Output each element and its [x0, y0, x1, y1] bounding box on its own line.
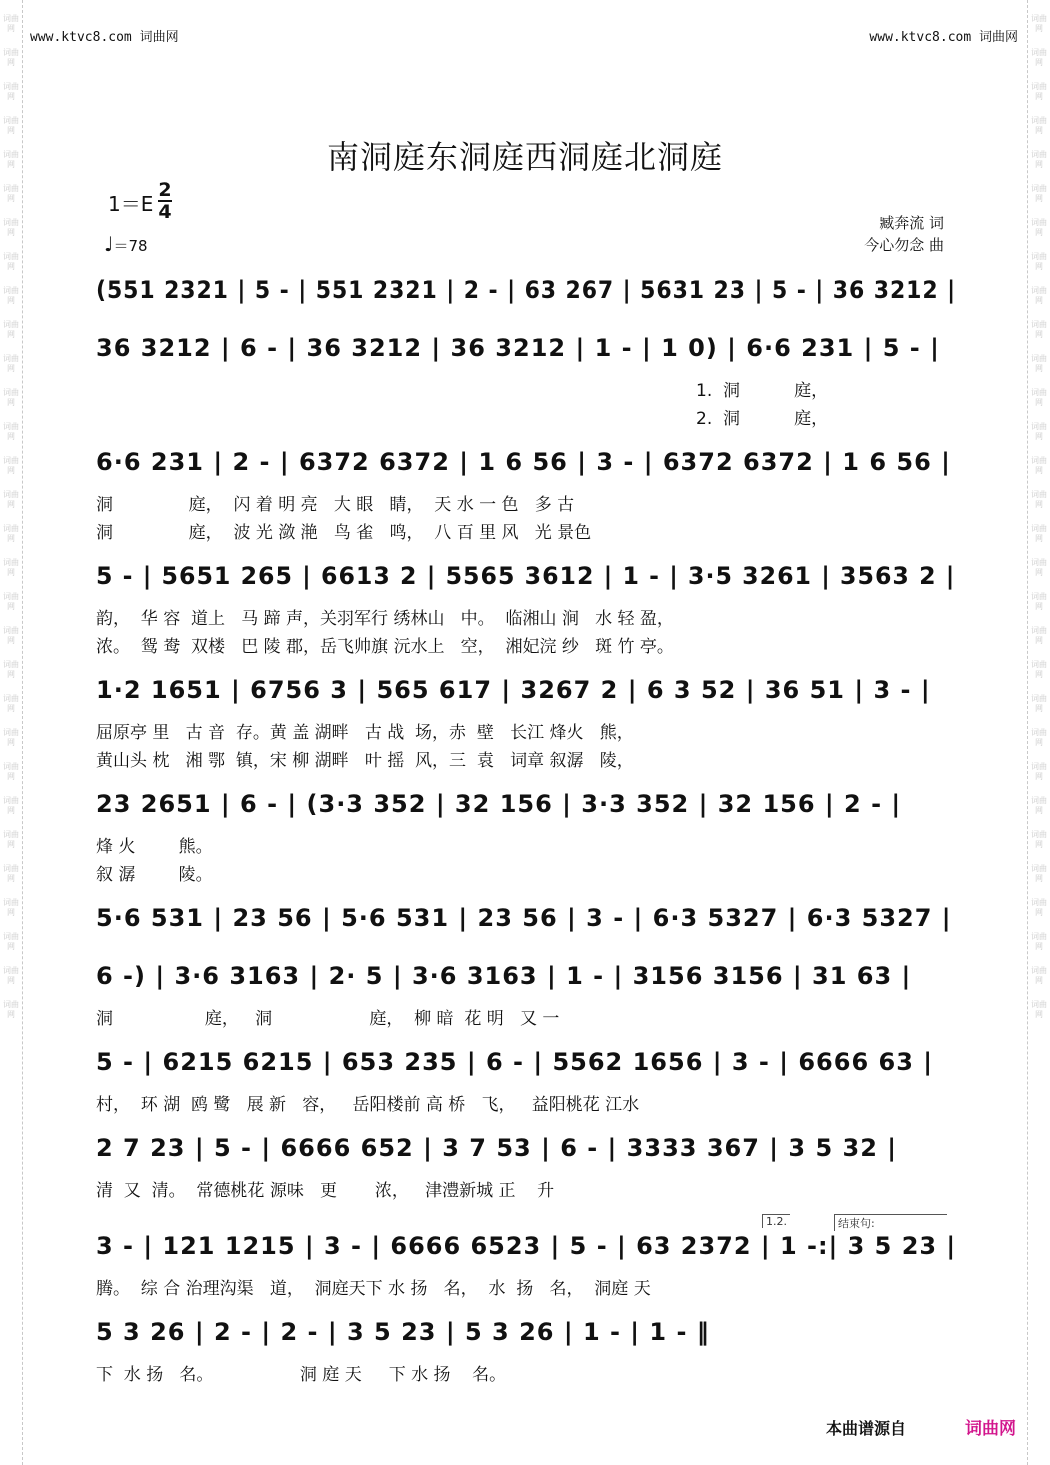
watermark-text: 词曲网: [3, 490, 19, 509]
watermark-text: 词曲网: [1031, 728, 1047, 747]
site-url-left: www.ktvc8.com 词曲网: [30, 30, 179, 45]
music-line: [96, 1232, 956, 1272]
watermark-text: 词曲网: [1031, 150, 1047, 169]
time-signature: [158, 180, 172, 222]
watermark-text: 词曲网: [3, 48, 19, 67]
lyric-line: 下 水 扬 名。 洞 庭 天 下 水 扬 名。: [96, 1365, 507, 1385]
volta-first-ending: 1.2.: [762, 1214, 790, 1228]
lyricist-credit: 臧奔流 词: [879, 214, 944, 232]
watermark-text: 词曲网: [3, 14, 19, 33]
music-line: [96, 1048, 956, 1088]
watermark-column-left: [0, 0, 23, 1465]
composer-credit: 今心勿念 曲: [864, 236, 944, 254]
watermark-text: 词曲网: [3, 184, 19, 203]
lyric-line: 烽 火 熊。: [96, 837, 213, 857]
lyric-line: 浓。 鸳 鸯 双楼 巴 陵 郡，岳飞帅旗 沅水上 空， 湘妃浣 纱 斑 竹 亭。: [96, 637, 674, 657]
watermark-column-right: [1027, 0, 1050, 1465]
watermark-text: 词曲网: [3, 558, 19, 577]
notation-text: 5·6 531 | 23 56 | 5·6 531 | 23 56 | 3 - | 6·3 5327 | 6·3 5327 |: [96, 904, 952, 932]
lyric-line: 叙 潺 陵。: [96, 865, 213, 885]
watermark-text: 词曲网: [3, 592, 19, 611]
watermark-text: 词曲网: [3, 218, 19, 237]
notation-text: 36 3212 | 6 - | 36 3212 | 36 3212 | 1 - | 1 0) | 6·6 231 | 5 - |: [96, 334, 940, 362]
site-url-right: www.ktvc8.com 词曲网: [869, 30, 1018, 45]
lyric-line: 1. 洞 庭，: [696, 381, 829, 401]
lyric-line: 屈原亭 里 古 音 存。黄 盖 湖畔 古 战 场，赤 壁 长江 烽火 熊，: [96, 723, 634, 743]
watermark-text: 词曲网: [3, 864, 19, 883]
watermark-text: 词曲网: [3, 116, 19, 135]
watermark-text: 词曲网: [3, 626, 19, 645]
notation-text: 1·2 1651 | 6756 3 | 565 617 | 3267 2 | 6 3 52 | 36 51 | 3 - |: [96, 676, 931, 704]
watermark-text: 词曲网: [1031, 286, 1047, 305]
notation-text: 6 -) | 3·6 3163 | 2· 5 | 3·6 3163 | 1 - | 3156 3156 | 31 63 |: [96, 962, 912, 990]
notation-text: 23 2651 | 6 - | (3·3 352 | 32 156 | 3·3 352 | 32 156 | 2 - |: [96, 790, 902, 818]
watermark-text: 词曲网: [1031, 354, 1047, 373]
watermark-text: 词曲网: [1031, 388, 1047, 407]
source-brand-logo: 词曲网: [965, 1419, 1016, 1439]
notation-text: 2 7 23 | 5 - | 6666 652 | 3 7 53 | 6 - | 3333 367 | 3 5 32 |: [96, 1134, 898, 1162]
watermark-text: 词曲网: [1031, 218, 1047, 237]
music-line: [96, 334, 956, 374]
watermark-text: 词曲网: [1031, 626, 1047, 645]
notation-text: 5 - | 6215 6215 | 653 235 | 6 - | 5562 1656 | 3 - | 6666 63 |: [96, 1048, 934, 1076]
lyric-line: 洞 庭， 洞 庭， 柳 暗 花 明 又 一: [96, 1009, 560, 1029]
music-line: [96, 904, 956, 944]
lyric-line: 韵， 华 容 道上 马 蹄 声，关羽军行 绣林山 中。 临湘山 涧 水 轻 盈，: [96, 609, 674, 629]
watermark-text: 词曲网: [1031, 898, 1047, 917]
music-line: [96, 676, 956, 716]
watermark-text: 词曲网: [1031, 524, 1047, 543]
watermark-text: 词曲网: [1031, 456, 1047, 475]
watermark-text: 词曲网: [1031, 694, 1047, 713]
watermark-text: 词曲网: [1031, 864, 1047, 883]
watermark-text: 词曲网: [1031, 116, 1047, 135]
music-line: [96, 962, 956, 1002]
watermark-text: 词曲网: [3, 796, 19, 815]
tempo-value: ＝78: [113, 237, 148, 255]
meter-top: 2: [158, 179, 172, 201]
watermark-text: 词曲网: [3, 150, 19, 169]
watermark-text: 词曲网: [1031, 48, 1047, 67]
watermark-text: 词曲网: [3, 388, 19, 407]
lyric-line: 黄山头 枕 湘 鄂 镇，宋 柳 湖畔 叶 摇 风，三 袁 词章 叙潺 陵，: [96, 751, 634, 771]
tempo-marking: [104, 232, 148, 256]
notation-text: (551 2321 | 5 - | 551 2321 | 2 - | 63 267 | 5631 23 | 5 - | 36 3212 |: [96, 276, 957, 304]
watermark-text: 词曲网: [1031, 1000, 1047, 1019]
source-label: 本曲谱源自: [825, 1419, 906, 1438]
watermark-text: 词曲网: [3, 252, 19, 271]
watermark-text: 词曲网: [3, 320, 19, 339]
watermark-text: 词曲网: [3, 762, 19, 781]
watermark-text: 词曲网: [3, 728, 19, 747]
watermark-text: 词曲网: [1031, 592, 1047, 611]
watermark-text: 词曲网: [1031, 660, 1047, 679]
music-line: [96, 1318, 956, 1358]
watermark-text: 词曲网: [3, 422, 19, 441]
lyric-line: 清 又 清。 常德桃花 源味 更 浓， 津澧新城 正 升: [96, 1181, 555, 1201]
notation-text: 6·6 231 | 2 - | 6372 6372 | 1 6 56 | 3 - | 6372 6372 | 1 6 56 |: [96, 448, 951, 476]
watermark-text: 词曲网: [1031, 252, 1047, 271]
watermark-text: 词曲网: [3, 830, 19, 849]
quarter-note-icon: ♩: [104, 232, 114, 256]
music-line: [96, 562, 956, 602]
music-line: [96, 448, 956, 488]
lyric-line: 2. 洞 庭，: [696, 409, 829, 429]
watermark-text: 词曲网: [1031, 422, 1047, 441]
lyric-line: 村， 环 湖 鸥 鹭 展 新 容， 岳阳楼前 高 桥 飞， 益阳桃花 江水: [96, 1095, 640, 1115]
watermark-text: 词曲网: [1031, 932, 1047, 951]
watermark-text: 词曲网: [3, 694, 19, 713]
watermark-text: 词曲网: [1031, 490, 1047, 509]
watermark-text: 词曲网: [3, 524, 19, 543]
music-line: [96, 790, 956, 830]
music-line: [96, 1134, 956, 1174]
notation-text: 5 - | 5651 265 | 6613 2 | 5565 3612 | 1 - | 3·5 3261 | 3563 2 |: [96, 562, 956, 590]
watermark-text: 词曲网: [1031, 82, 1047, 101]
notation-text: 3 - | 121 1215 | 3 - | 6666 6523 | 5 - | 63 2372 | 1 -:| 3 5 23 |: [96, 1232, 957, 1260]
watermark-text: 词曲网: [1031, 796, 1047, 815]
watermark-text: 词曲网: [3, 660, 19, 679]
volta-final-ending: 结束句:: [834, 1214, 947, 1231]
watermark-text: 词曲网: [1031, 558, 1047, 577]
watermark-text: 词曲网: [3, 354, 19, 373]
lyric-line: 洞 庭， 波 光 潋 滟 鸟 雀 鸣， 八 百 里 风 光 景色: [96, 523, 592, 543]
watermark-text: 词曲网: [1031, 320, 1047, 339]
watermark-text: 词曲网: [1031, 762, 1047, 781]
watermark-text: 词曲网: [1031, 184, 1047, 203]
watermark-text: 词曲网: [3, 898, 19, 917]
music-line: [96, 276, 956, 316]
watermark-text: 词曲网: [3, 456, 19, 475]
watermark-text: 词曲网: [1031, 14, 1047, 33]
song-title: 南洞庭东洞庭西洞庭北洞庭: [326, 138, 723, 176]
notation-text: 5 3 26 | 2 - | 2 - | 3 5 23 | 5 3 26 | 1 - | 1 - ‖: [96, 1318, 710, 1346]
lyric-line: 腾。 综 合 治理沟渠 道， 洞庭天下 水 扬 名， 水 扬 名， 洞庭 天: [96, 1279, 651, 1299]
watermark-text: 词曲网: [3, 1000, 19, 1019]
watermark-text: 词曲网: [3, 966, 19, 985]
watermark-text: 词曲网: [3, 82, 19, 101]
watermark-text: 词曲网: [1031, 966, 1047, 985]
watermark-text: 词曲网: [1031, 830, 1047, 849]
meter-bottom: 4: [158, 201, 172, 223]
key-signature: 1＝E: [108, 192, 154, 216]
watermark-text: 词曲网: [3, 286, 19, 305]
watermark-text: 词曲网: [3, 932, 19, 951]
lyric-line: 洞 庭， 闪 着 明 亮 大 眼 睛， 天 水 一 色 多 古: [96, 495, 575, 515]
